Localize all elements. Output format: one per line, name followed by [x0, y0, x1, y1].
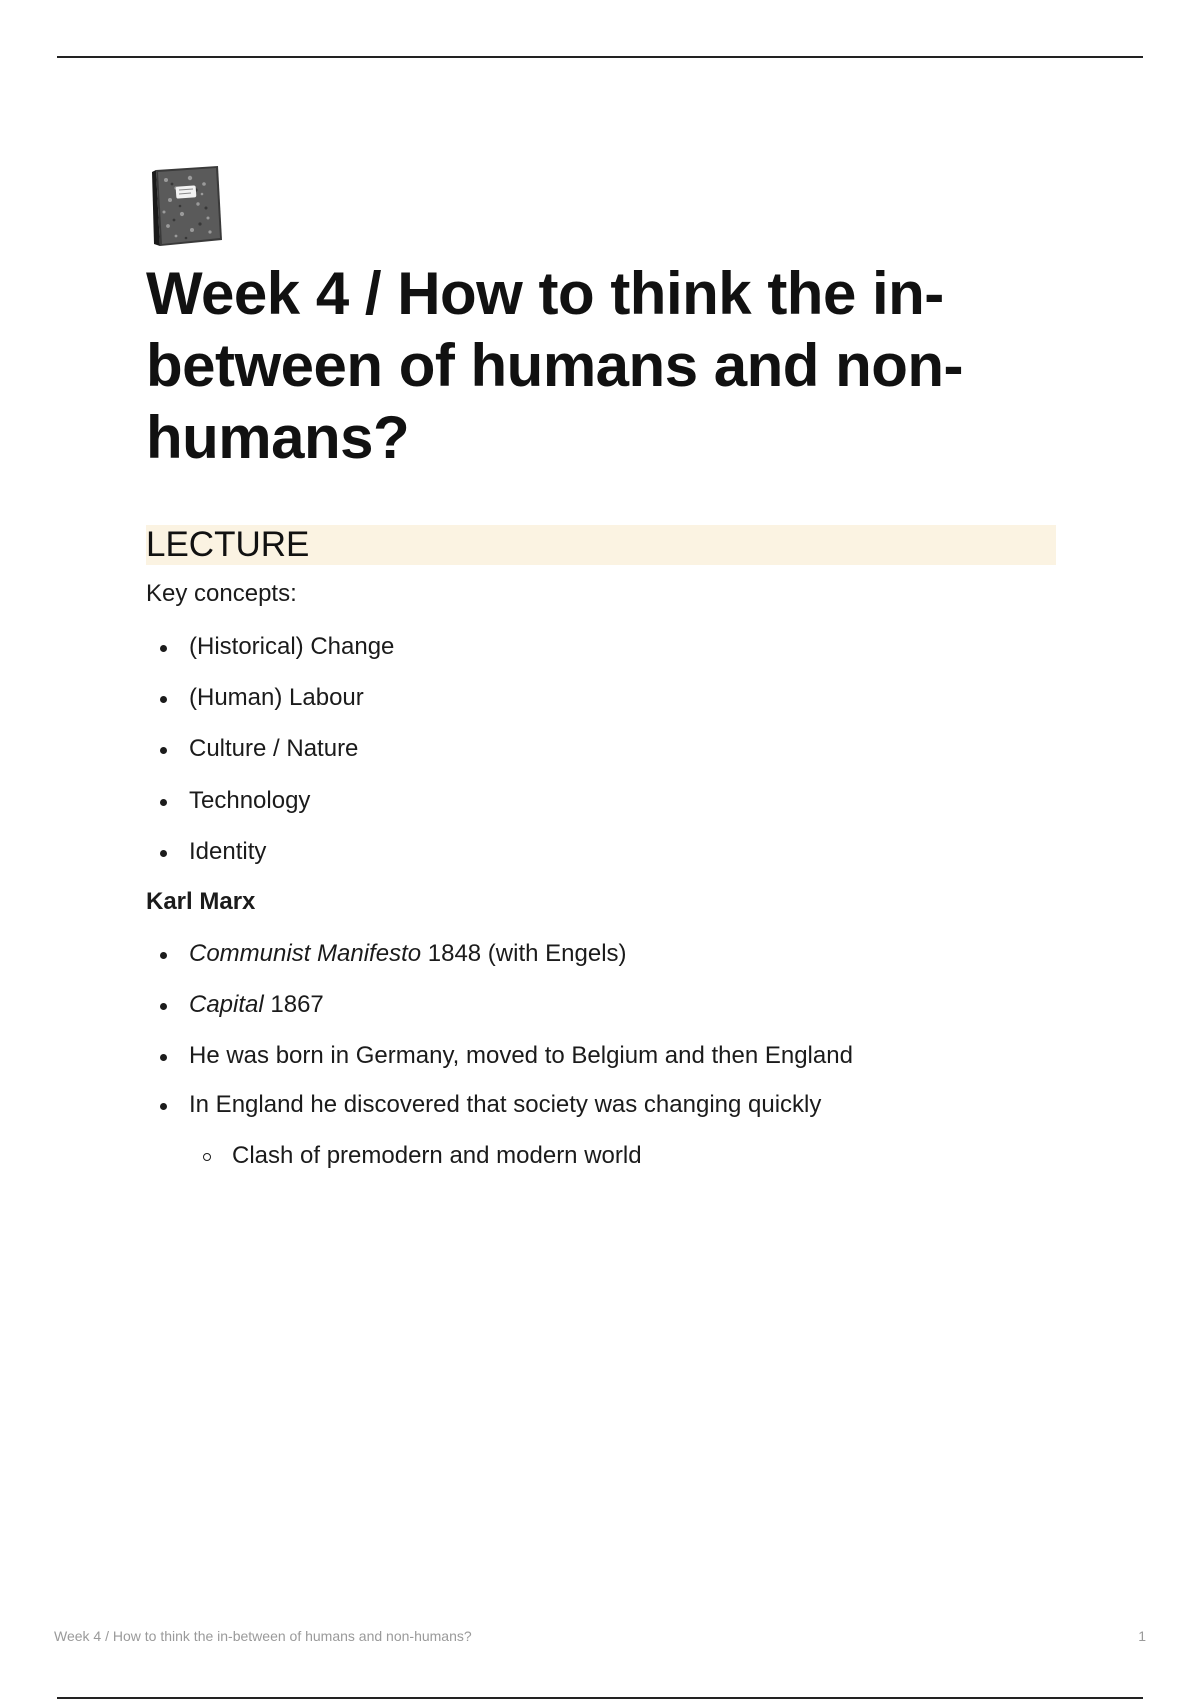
list-item-text: (Human) Labour: [189, 684, 364, 711]
page-title-line: humans?: [146, 404, 410, 471]
sublist-item: [189, 1141, 642, 1171]
list-item-text: 1867: [263, 991, 324, 1018]
bullet-icon: [160, 696, 167, 703]
list-item: [146, 734, 394, 764]
list-item: [146, 683, 394, 713]
list-item-italic: Capital: [189, 991, 264, 1018]
karl-marx-heading: Karl Marx: [146, 888, 256, 915]
list-item: [146, 786, 394, 816]
bullet-icon: [160, 1103, 167, 1110]
list-item: [146, 1090, 853, 1120]
top-divider: [57, 56, 1143, 58]
page-title-line: Week 4 / How to think the in-: [146, 260, 944, 327]
list-item-text: 1848 (with Engels): [421, 940, 627, 967]
list-item-text: He was born in Germany, moved to Belgium and then England: [189, 1042, 853, 1069]
hollow-bullet-icon: [203, 1153, 211, 1161]
list-item-italic: Communist Manifesto: [189, 940, 422, 967]
composition-notebook-icon: [146, 160, 226, 248]
key-concepts-list: [146, 632, 394, 888]
list-item-text: (Historical) Change: [189, 633, 395, 660]
footer-title: Week 4 / How to think the in-between of humans and non-humans?: [54, 1628, 472, 1644]
bullet-icon: [160, 799, 167, 806]
list-item-text: Culture / Nature: [189, 735, 359, 762]
karl-marx-sublist: [189, 1141, 642, 1171]
list-item-text: In England he discovered that society was changing quickly: [189, 1091, 822, 1118]
bottom-divider: [57, 1697, 1143, 1699]
bullet-icon: [160, 747, 167, 754]
bullet-icon: [160, 645, 167, 652]
bullet-icon: [160, 952, 167, 959]
list-item: [146, 990, 853, 1020]
section-heading-lecture: LECTURE: [146, 525, 1056, 565]
page-title: [146, 258, 1046, 474]
list-item-text: Technology: [189, 787, 311, 814]
bullet-icon: [160, 850, 167, 857]
bullet-icon: [160, 1003, 167, 1010]
list-item: [146, 837, 394, 867]
list-item: [146, 632, 394, 662]
footer-page-number: 1: [1138, 1628, 1146, 1644]
page-title-line: between of humans and non-: [146, 332, 964, 399]
sublist-item-text: Clash of premodern and modern world: [232, 1142, 642, 1169]
bullet-icon: [160, 1054, 167, 1061]
karl-marx-list: [146, 939, 853, 1141]
list-item: [146, 939, 853, 969]
key-concepts-label: Key concepts:: [146, 580, 297, 607]
list-item: [146, 1041, 853, 1071]
list-item-text: Identity: [189, 838, 267, 865]
